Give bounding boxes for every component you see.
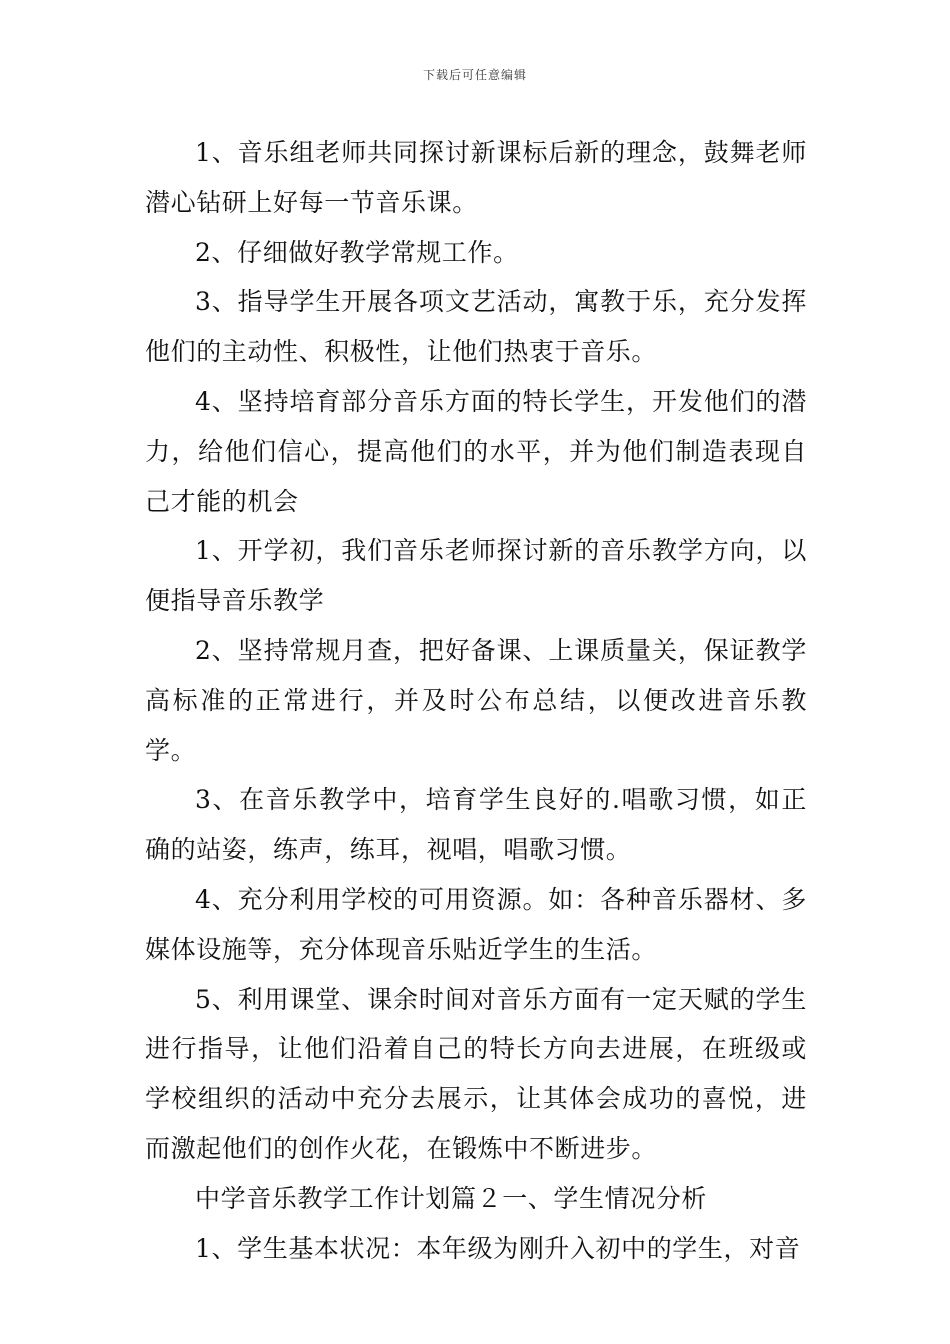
paragraph-10: 1、学生基本状况：本年级为刚升入初中的学生，对音	[195, 1233, 801, 1263]
paragraph-1: 1、音乐组老师共同探讨新课标后新的理念，鼓舞老师潜心钻研上好每一节音乐课。	[145, 138, 807, 217]
paragraph-8: 4、充分利用学校的可用资源。如：各种音乐器材、多媒体设施等，充分体现音乐贴近学生的生活。	[145, 884, 807, 964]
paragraph-5: 1、开学初，我们音乐老师探讨新的音乐教学方向，以便指导音乐教学	[145, 536, 807, 616]
paragraph-2: 2、仔细做好教学常规工作。	[195, 237, 519, 267]
document-body	[145, 128, 807, 1273]
section-heading: 中学音乐教学工作计划篇２一、学生情况分析	[195, 1183, 708, 1213]
paragraph-3: 3、指导学生开展各项文艺活动，寓教于乐，充分发挥他们的主动性、积极性，让他们热衷于音乐。	[145, 287, 807, 367]
paragraph-4: 4、坚持培育部分音乐方面的特长学生，开发他们的潜力，给他们信心，提高他们的水平，并为他们制造表现自己才能的机会	[145, 386, 807, 516]
paragraph-9: 5、利用课堂、课余时间对音乐方面有一定天赋的学生进行指导，让他们沿着自己的特长方向去进展，在班级或学校组织的活动中充分去展示，让其体会成功的喜悦，进而激起他们的创作火花，在锻炼中不断进步。	[145, 984, 807, 1163]
paragraph-7: 3、在音乐教学中，培育学生良好的.唱歌习惯，如正确的站姿，练声，练耳，视唱，唱歌习惯。	[145, 785, 807, 865]
paragraph-6: 2、坚持常规月查，把好备课、上课质量关，保证教学高标准的正常进行，并及时公布总结，以便改进音乐教学。	[145, 635, 807, 765]
page-header: 下载后可任意编辑	[422, 68, 527, 82]
